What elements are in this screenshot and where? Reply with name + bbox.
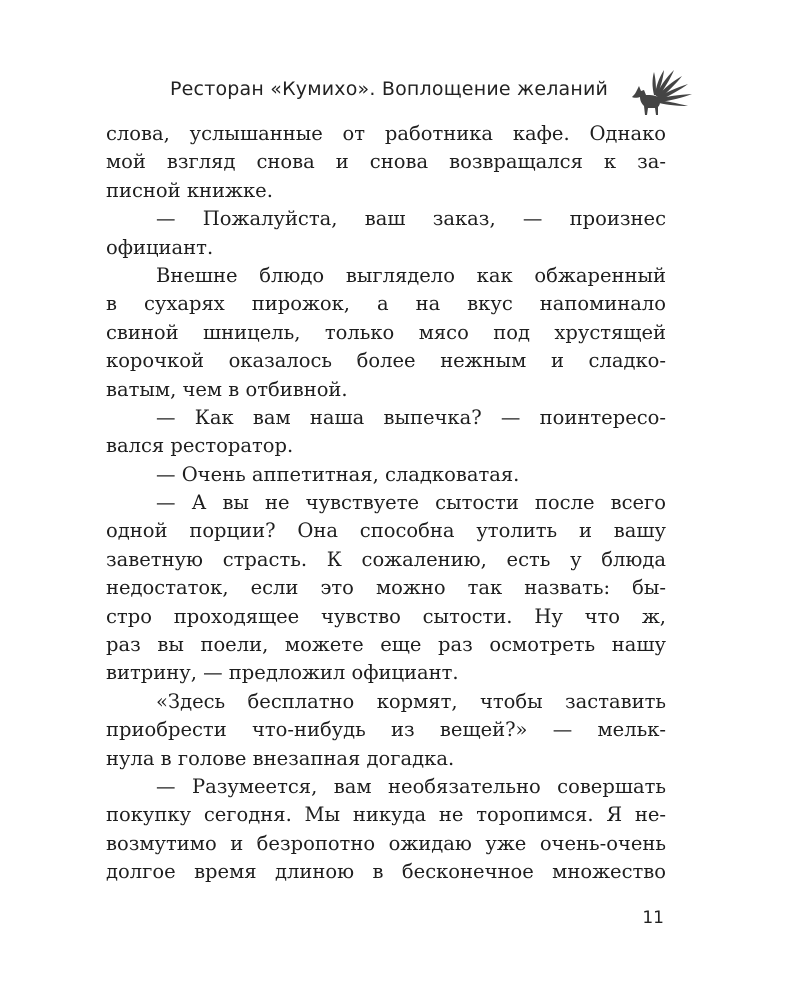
fox-with-nine-tails-icon	[626, 68, 696, 118]
text-line: витрину, — предложил официант.	[106, 661, 459, 685]
text-line: официант.	[106, 235, 214, 259]
text-line: покупку сегодня. Мы никуда не торопимся. Я не-	[106, 803, 666, 827]
text-line: писной книжке.	[106, 178, 273, 202]
text-line: — Как вам наша выпечка? — поинтересо-	[156, 405, 666, 429]
running-header-title: Ресторан «Кумихо». Воплощение желаний	[170, 78, 609, 100]
text-line: возмутимо и безропотно ожидаю уже очень-очень	[106, 831, 666, 855]
text-line: — Очень аппетитная, сладковатая.	[156, 462, 520, 486]
text-line: корочкой оказалось более нежным и сладко-	[106, 349, 666, 373]
text-line: стро проходящее чувство сытости. Ну что ж,	[106, 604, 666, 628]
text-line: заветную страсть. К сожалению, есть у блюда	[106, 547, 666, 571]
text-line: ватым, чем в отбивной.	[106, 377, 348, 401]
text-line: раз вы поели, можете еще раз осмотреть нашу	[106, 633, 666, 657]
text-line: одной порции? Она способна утолить и вашу	[106, 519, 666, 543]
text-line: в сухарях пирожок, а на вкус напоминало	[106, 292, 666, 316]
text-line: — А вы не чувствуете сытости после всего	[156, 491, 666, 515]
text-line: свиной шницель, только мясо под хрустящей	[106, 320, 666, 344]
text-line: «Здесь бесплатно кормят, чтобы заставить	[156, 689, 666, 713]
text-line: слова, услышанные от работника кафе. Однако	[106, 122, 666, 145]
page-number: 11	[642, 908, 664, 928]
text-line: долгое время длиною в бесконечное множество	[106, 860, 666, 884]
text-line: нула в голове внезапная догадка.	[106, 746, 455, 770]
running-header	[0, 68, 800, 118]
text-line: мой взгляд снова и снова возвращался к за-	[106, 150, 666, 174]
text-line: — Разумеется, вам необязательно совершать	[156, 774, 666, 798]
text-line: Внешне блюдо выглядело как обжаренный	[156, 263, 666, 287]
text-line: приобрести что-нибудь из вещей?» — мельк-	[106, 718, 666, 742]
text-line: недостаток, если это можно так назвать: бы-	[106, 576, 666, 600]
text-line: — Пожалуйста, ваш заказ, — произнес	[156, 207, 666, 231]
page-body-text	[106, 120, 666, 887]
text-line: вался ресторатор.	[106, 434, 294, 458]
